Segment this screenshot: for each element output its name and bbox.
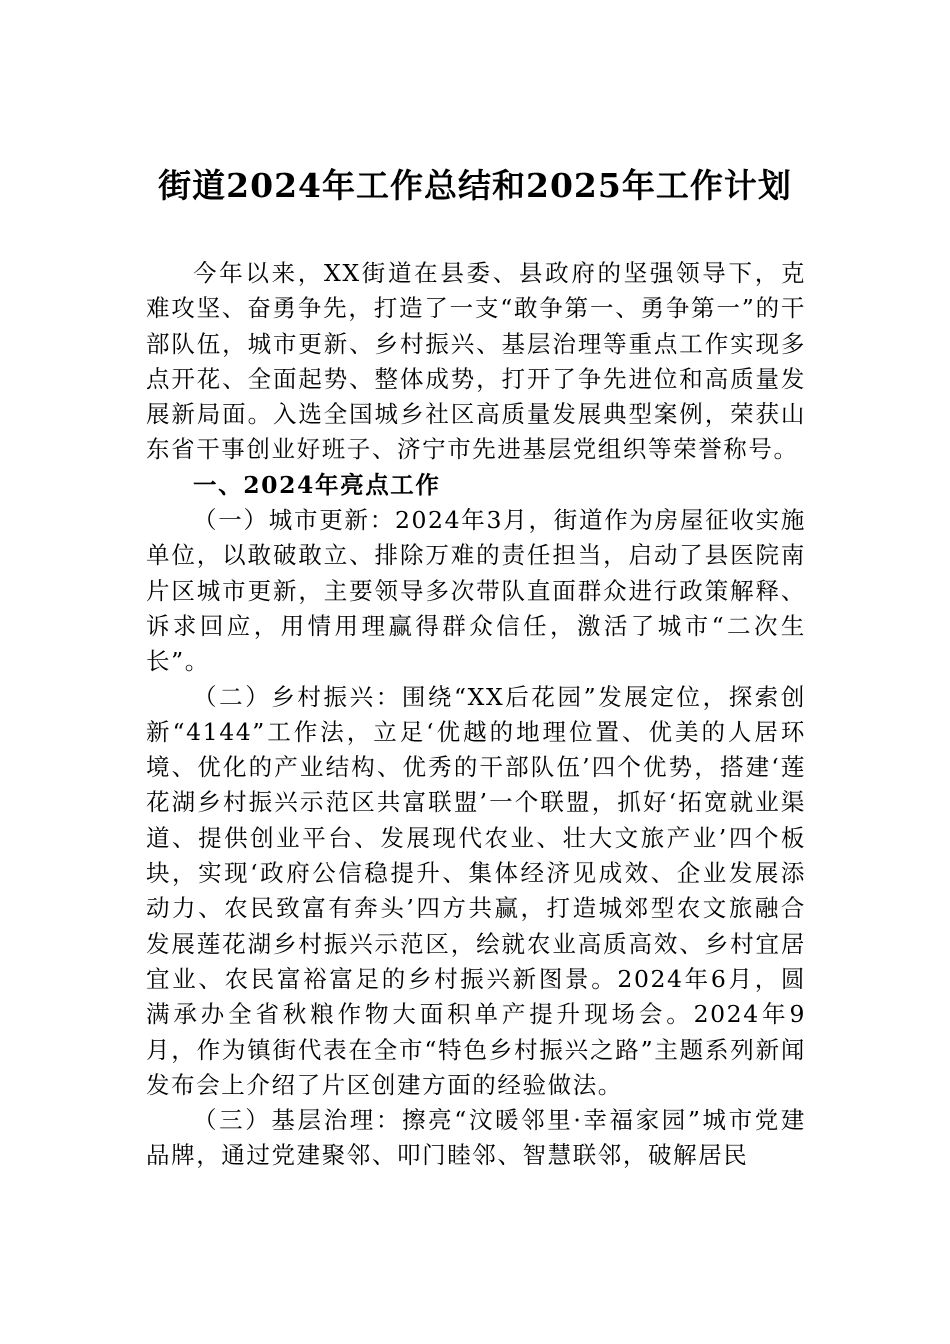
- intro-paragraph: 今年以来，XX街道在县委、县政府的坚强领导下，克难攻坚、奋勇争先，打造了一支“敢争第一、勇争第一”的干部队伍，城市更新、乡村振兴、基层治理等重点工作实现多点开花、全面起势、整体成势，打开了争先进位和高质量发展新局面。入选全国城乡社区高质量发展典型案例，荣获山东省干事创业好班子、济宁市先进基层党组织等荣誉称号。: [146, 259, 806, 464]
- item-text: 2024年3月，街道作为房屋征收实施单位，以敢破敢立、排除万难的责任担当，启动了县医院南片区城市更新，主要领导多次带队直面群众进行政策解释、诉求回应，用情用理赢得群众信任，激活了城市“二次生长”。: [146, 506, 806, 676]
- section-heading: 一、2024年亮点工作: [193, 470, 441, 499]
- item-paragraph-grassroots-governance: [146, 1103, 806, 1174]
- document-body: [146, 256, 806, 1174]
- item-text: 围绕“XX后花园”发展定位，探索创新“4144”工作法，立足‘优越的地理位置、优美的人居环境、优化的产业结构、优秀的干部队伍’四个优势，搭建‘莲花湖乡村振兴示范区共富联盟’一个联盟，抓好‘拓宽就业渠道、提供创业平台、发展现代农业、壮大文旅产业’四个板块，实现‘政府公信稳提升、集体经济见成效、企业发展添动力、农民致富有奔头’四方共赢，打造城郊型农文旅融合发展莲花湖乡村振兴示范区，绘就农业高质高效、乡村宜居宜业、农民富裕富足的乡村振兴新图景。2024年6月，圆满承办全省秋粮作物大面积单产提升现场会。2024年9月，作为镇街代表在全市“特色乡村振兴之路”主题系列新闻发布会上介绍了片区创建方面的经验做法。: [146, 682, 806, 1099]
- item-text: 擦亮“汶暖邻里·幸福家园”城市党建品牌，通过党建聚邻、叩门睦邻、智慧联邻，破解居民: [146, 1106, 806, 1170]
- item-lead: （一）城市更新：: [193, 506, 395, 535]
- item-paragraph-rural-revitalization: [146, 680, 806, 1104]
- item-lead: （二）乡村振兴：: [193, 682, 402, 711]
- document-title: 街道2024年工作总结和2025年工作计划: [158, 166, 792, 205]
- item-lead: （三）基层治理：: [193, 1106, 402, 1135]
- item-paragraph-urban-renewal: [146, 503, 806, 679]
